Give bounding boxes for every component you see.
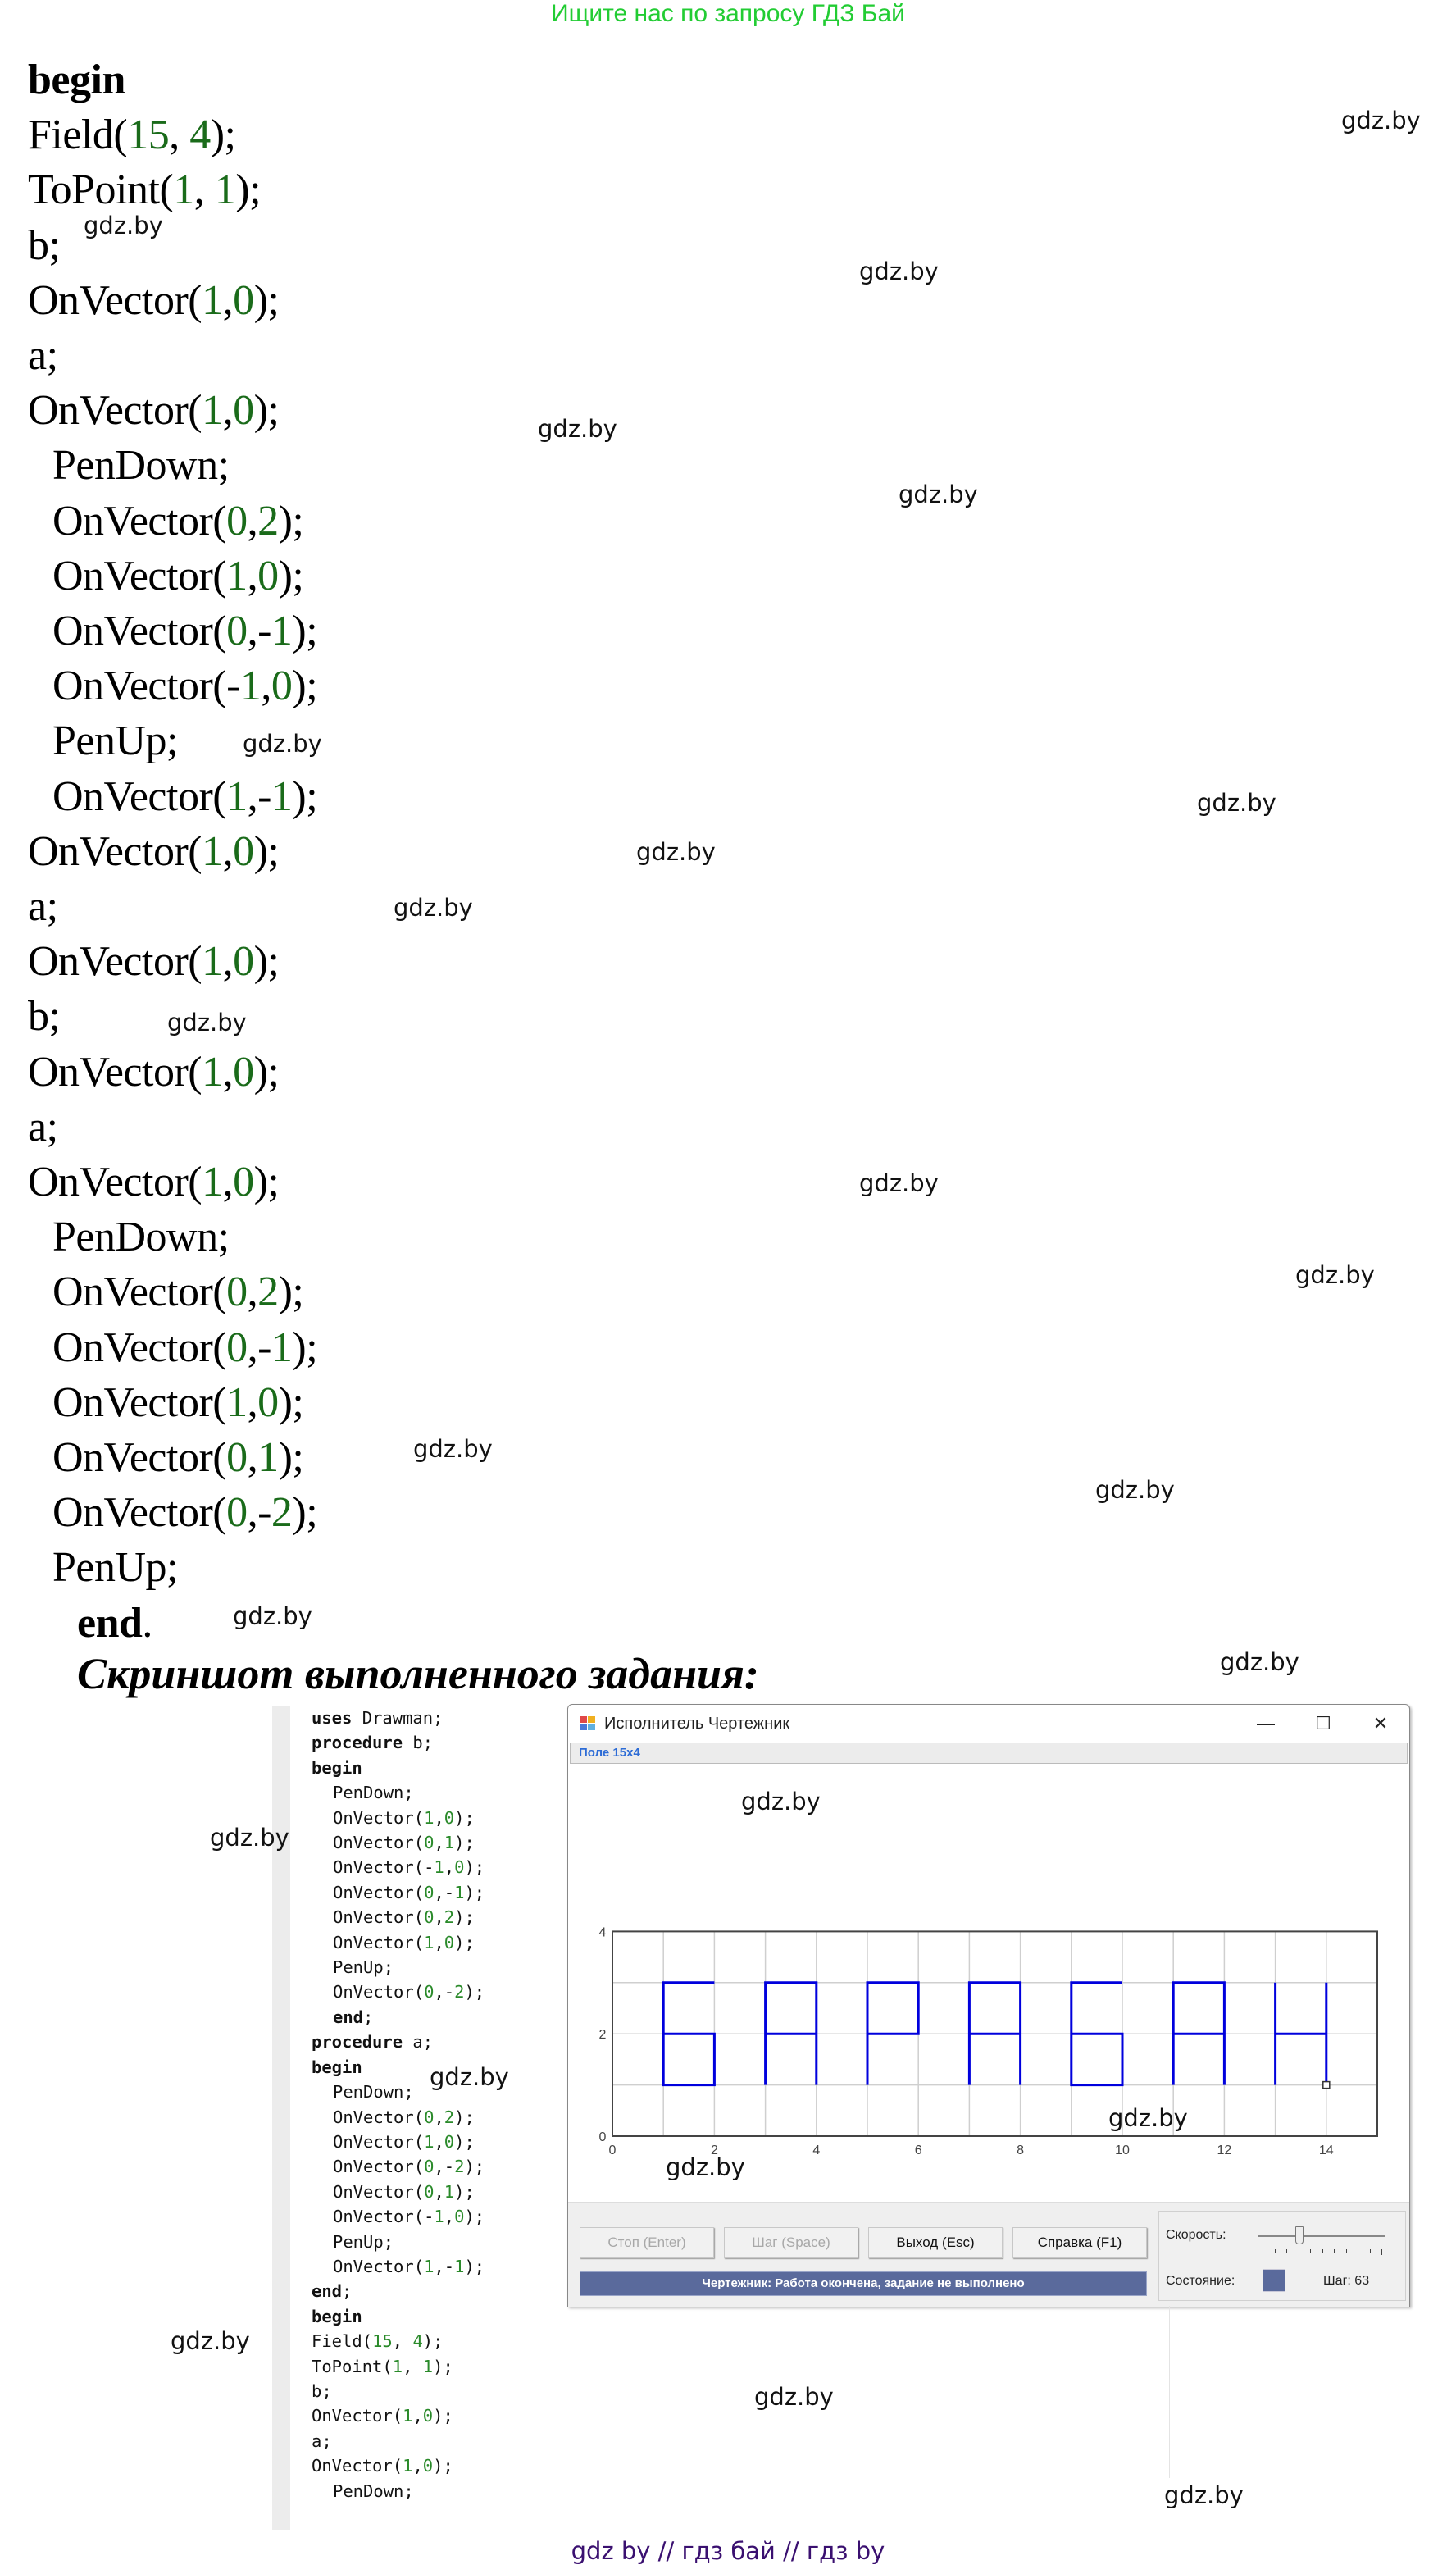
code-line: OnVector(0,1); — [52, 1434, 304, 1481]
ide-code-line: procedure a; — [312, 2032, 434, 2052]
ide-code-line: uses Drawman; — [312, 1708, 444, 1728]
watermark: gdz.by — [243, 730, 322, 758]
watermark: gdz.by — [538, 415, 617, 443]
watermark: gdz.by — [430, 2063, 509, 2091]
code-line: OnVector(0,-2); — [52, 1489, 318, 1537]
drawing-canvas — [570, 1764, 1406, 2198]
svg-text:4: 4 — [598, 1925, 607, 1940]
ide-code-line: OnVector(0,1); — [333, 2181, 475, 2202]
code-line: a; — [28, 1103, 58, 1150]
code-line: a; — [28, 883, 58, 930]
svg-text:4: 4 — [812, 2143, 821, 2157]
watermark: gdz.by — [899, 481, 978, 508]
exit-button[interactable]: Выход (Esc) — [868, 2227, 1003, 2258]
ide-code-line: OnVector(0,-2); — [333, 1982, 485, 2002]
footer-links: gdz by // гдз бай // гдз by — [571, 2537, 885, 2565]
code-line: b; — [28, 993, 61, 1041]
code-line: OnVector(1,0); — [28, 276, 280, 324]
ide-code-line: OnVector(-1,0); — [333, 2207, 485, 2227]
ide-code-line: PenUp; — [333, 1957, 394, 1978]
svg-text:8: 8 — [1017, 2143, 1025, 2157]
svg-text:0: 0 — [598, 2130, 607, 2144]
ide-code-line: PenDown; — [333, 1783, 414, 1803]
slider-thumb[interactable] — [1295, 2226, 1304, 2244]
code-line: a; — [28, 332, 58, 379]
ide-code-line: OnVector(1,-1); — [333, 2256, 485, 2276]
ide-code-line: b; — [312, 2380, 332, 2401]
state-label: Состояние: — [1166, 2274, 1235, 2288]
ide-code-line: OnVector(-1,0); — [333, 1857, 485, 1878]
speed-slider[interactable] — [1258, 2223, 1389, 2259]
ide-code-line: OnVector(1,0); — [333, 2131, 475, 2152]
speed-label: Скорость: — [1166, 2228, 1226, 2242]
code-line: OnVector(-1,0); — [52, 663, 318, 710]
svg-text:2: 2 — [598, 2028, 607, 2043]
section-heading: Скриншот выполненного задания: — [77, 1649, 759, 1698]
ide-code-line: PenUp; — [333, 2231, 394, 2252]
help-button[interactable]: Справка (F1) — [1012, 2227, 1147, 2258]
watermark: gdz.by — [666, 2153, 745, 2181]
watermark: gdz.by — [210, 1824, 289, 1852]
step-button[interactable]: Шаг (Space) — [724, 2227, 858, 2258]
code-line: OnVector(1,0); — [28, 387, 280, 435]
ide-code-line: Field(15, 4); — [312, 2331, 444, 2352]
ide-code-pane — [272, 1706, 587, 2530]
ide-code-line: OnVector(1,0); — [333, 1807, 475, 1828]
code-line: ToPoint(1, 1); — [28, 166, 262, 214]
divider-line — [1169, 2306, 1170, 2478]
code-line: OnVector(0,-1); — [52, 1323, 318, 1371]
watermark: gdz.by — [394, 894, 473, 922]
close-button[interactable]: ✕ — [1372, 1713, 1389, 1733]
ide-code-line: end; — [312, 2281, 353, 2302]
watermark: gdz.by — [413, 1435, 493, 1463]
ide-code-line: OnVector(0,-2); — [333, 2157, 485, 2177]
ide-code-line: a; — [312, 2430, 332, 2451]
maximize-button[interactable]: ☐ — [1315, 1713, 1331, 1733]
ide-code-line: end; — [333, 2007, 374, 2027]
watermark: gdz.by — [1220, 1648, 1299, 1676]
svg-text:2: 2 — [710, 2143, 718, 2157]
watermark: gdz.by — [741, 1788, 821, 1815]
watermark: gdz.by — [84, 212, 163, 239]
svg-text:10: 10 — [1115, 2143, 1130, 2157]
drawman-window — [567, 1704, 1410, 2307]
ide-code-line: OnVector(0,2); — [333, 1907, 475, 1928]
code-line: OnVector(0,2); — [52, 497, 304, 544]
drawman-grid — [570, 1764, 1406, 2198]
code-line: PenUp; — [52, 1544, 178, 1592]
svg-text:12: 12 — [1217, 2143, 1232, 2157]
watermark: gdz.by — [859, 257, 939, 285]
code-line: OnVector(0,-1); — [52, 608, 318, 654]
watermark: gdz.by — [171, 2327, 250, 2355]
code-line: OnVector(1,-1); — [52, 772, 318, 820]
code-line: OnVector(1,0); — [28, 1048, 280, 1096]
ide-code-line: PenDown; — [333, 2481, 414, 2501]
watermark: gdz.by — [233, 1602, 312, 1630]
ide-code-lines — [308, 1706, 485, 2503]
window-titlebar[interactable] — [568, 1705, 1409, 1743]
status-bar: Чертежник: Работа окончена, задание не выполнено — [580, 2271, 1147, 2296]
ide-code-line: OnVector(0,2); — [333, 2107, 475, 2127]
ide-code-line: begin — [312, 1757, 362, 1778]
ide-code-line: OnVector(0,-1); — [333, 1882, 485, 1902]
watermark: gdz.by — [1295, 1261, 1375, 1289]
code-line: PenDown; — [52, 1214, 230, 1261]
ide-code-line: OnVector(1,0); — [312, 2456, 453, 2476]
code-line: OnVector(1,0); — [52, 552, 304, 599]
svg-text:14: 14 — [1318, 2143, 1334, 2157]
code-line: OnVector(1,0); — [28, 1159, 280, 1205]
watermark: gdz.by — [754, 2383, 834, 2411]
settings-panel — [1158, 2211, 1406, 2301]
ide-code-line: OnVector(0,1); — [333, 1833, 475, 1853]
field-size-label: Поле 15x4 — [570, 1743, 1408, 1764]
ide-code-line: begin — [312, 2306, 362, 2326]
minimize-button[interactable]: — — [1257, 1713, 1275, 1733]
watermark: gdz.by — [1164, 2481, 1244, 2509]
watermark: gdz.by — [1341, 107, 1421, 134]
ide-code-line: begin — [312, 2057, 362, 2077]
ide-code-line: procedure b; — [312, 1733, 434, 1753]
watermark: gdz.by — [1197, 789, 1276, 817]
watermark: gdz.by — [1108, 2104, 1188, 2132]
ide-code-line: OnVector(1,0); — [312, 2406, 453, 2426]
state-indicator — [1263, 2269, 1285, 2292]
stop-button[interactable]: Стоп (Enter) — [580, 2227, 714, 2258]
window-title: Исполнитель Чертежник — [604, 1714, 790, 1733]
code-line: begin — [28, 57, 125, 103]
ide-code-line: ToPoint(1, 1); — [312, 2356, 453, 2376]
code-line: OnVector(0,2); — [52, 1269, 304, 1316]
svg-text:0: 0 — [608, 2143, 617, 2157]
code-line: end. — [77, 1599, 152, 1647]
code-line: OnVector(1,0); — [28, 938, 280, 986]
code-line: PenDown; — [52, 442, 230, 490]
code-line: b; — [28, 221, 61, 269]
ide-code-line: PenDown; — [333, 2082, 414, 2102]
control-panel — [568, 2202, 1409, 2307]
search-banner: Ищите нас по запросу ГДЗ Бай — [551, 0, 905, 27]
code-line: OnVector(1,0); — [28, 827, 280, 875]
watermark: gdz.by — [1095, 1476, 1175, 1504]
code-line: OnVector(1,0); — [52, 1378, 304, 1426]
svg-text:6: 6 — [914, 2143, 922, 2157]
step-counter: Шаг: 63 — [1323, 2274, 1370, 2288]
code-line: Field(15, 4); — [28, 112, 236, 159]
watermark: gdz.by — [859, 1169, 939, 1197]
watermark: gdz.by — [167, 1009, 247, 1036]
app-icon — [580, 1716, 596, 1731]
ide-code-line: OnVector(1,0); — [333, 1932, 475, 1952]
code-line: PenUp; — [52, 718, 178, 765]
watermark: gdz.by — [636, 838, 716, 866]
